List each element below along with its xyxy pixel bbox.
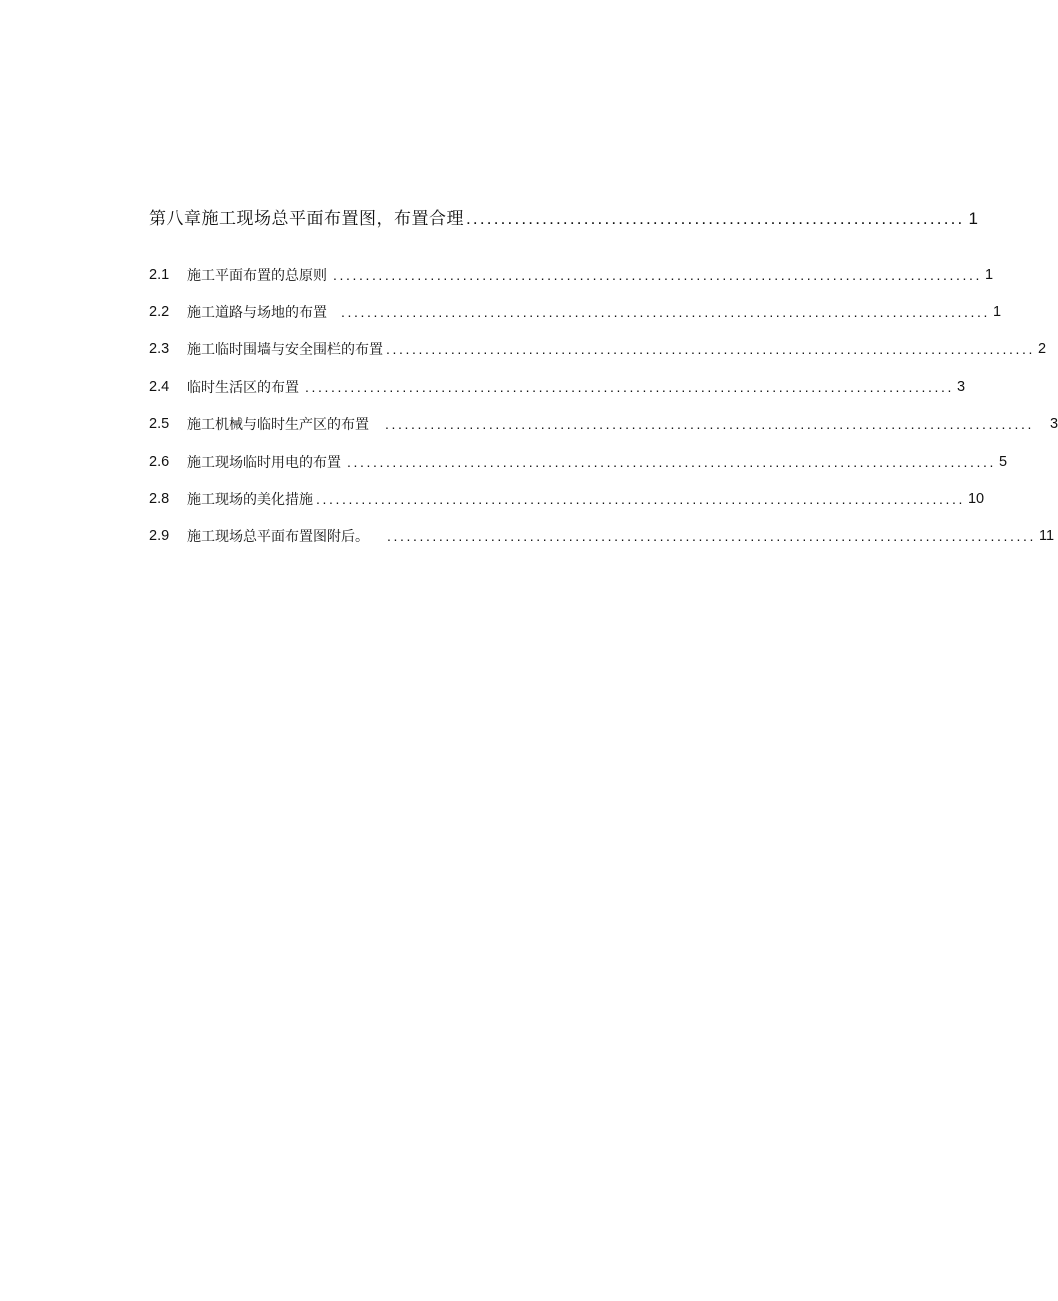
toc-entry-page: 3 xyxy=(1049,416,1058,433)
toc-entry[interactable] xyxy=(149,368,966,405)
toc-dot-leader: ........................................................................ xyxy=(466,209,965,228)
toc-entry-page: 10 xyxy=(967,491,985,508)
toc-entry[interactable] xyxy=(149,518,1055,555)
toc-entry-number: 2.9 xyxy=(149,528,170,545)
toc-entry[interactable] xyxy=(149,293,1002,330)
toc-entry-page: 2 xyxy=(1037,341,1047,358)
toc-entry[interactable] xyxy=(149,331,1047,368)
toc-chapter-title: 第八章施工现场总平面布置图，布置合理 xyxy=(149,209,464,229)
toc-entry-page: 11 xyxy=(1038,528,1055,545)
toc-dot-leader: .................................................................................................... xyxy=(386,341,1035,358)
toc-chapter-entry[interactable] xyxy=(149,204,978,234)
toc-entry-number: 2.6 xyxy=(149,453,170,470)
toc-entry-title: 临时生活区的布置 xyxy=(187,379,299,396)
toc-dot-leader: .................................................................................................... xyxy=(341,304,990,321)
toc-entry-page: 1 xyxy=(984,266,994,283)
toc-entry-number: 2.3 xyxy=(149,341,170,358)
toc-entry[interactable] xyxy=(149,480,985,517)
toc-entry[interactable] xyxy=(149,406,1058,443)
toc-dot-leader: .................................................................................................... xyxy=(347,453,996,470)
toc-entry-title: 施工机械与临时生产区的布置 xyxy=(187,417,369,434)
toc-entry-number: 2.8 xyxy=(149,491,170,508)
toc-entry-title: 施工平面布置的总原则 xyxy=(187,267,327,284)
toc-entry-number: 2.1 xyxy=(149,266,170,283)
toc-dot-leader: .................................................................................................... xyxy=(333,266,982,283)
toc-entry-title: 施工现场临时用电的布置 xyxy=(187,454,341,471)
toc-dot-leader: .................................................................................................... xyxy=(316,491,965,508)
toc-entry-title: 施工道路与场地的布置 xyxy=(187,305,327,322)
toc-entry-title: 施工现场总平面布置图附后。 xyxy=(187,529,369,546)
toc-entry[interactable] xyxy=(149,256,994,293)
toc-chapter-page: 1 xyxy=(968,209,978,228)
toc-entry[interactable] xyxy=(149,443,1008,480)
toc-entry-number: 2.5 xyxy=(149,416,170,433)
toc-entry-page: 5 xyxy=(998,453,1008,470)
toc-entry-number: 2.2 xyxy=(149,304,170,321)
toc-entry-title: 施工现场的美化措施 xyxy=(187,492,313,509)
toc-entry-page: 3 xyxy=(956,378,966,395)
toc-dot-leader: .................................................................................................... xyxy=(305,378,954,395)
toc-dot-leader: .................................................................................................... xyxy=(387,528,1036,545)
toc-entry-number: 2.4 xyxy=(149,378,170,395)
table-of-contents xyxy=(149,204,1058,555)
toc-entry-page: 1 xyxy=(992,304,1002,321)
toc-entry-title: 施工临时围墙与安全围栏的布置 xyxy=(187,342,383,359)
toc-dot-leader: .................................................................................................... xyxy=(385,416,1034,433)
